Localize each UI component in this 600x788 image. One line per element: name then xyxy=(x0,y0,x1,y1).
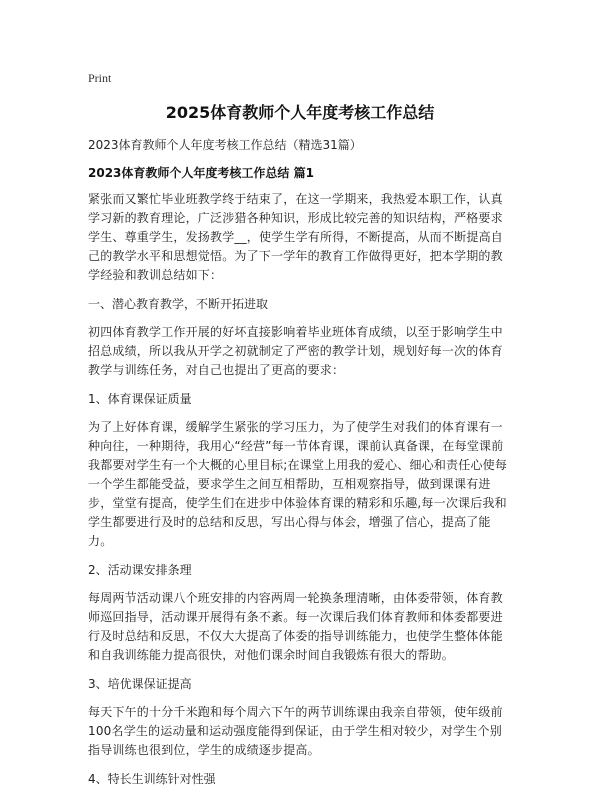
paragraph-activity-class: 每周两节活动课八个班安排的内容两周一轮换条理清晰，由体委带领，体育教师巡回指导，活动课开展得有条不紊。每一次课后我们体育教师和体委都要进行及时总结和反思，不仅大大提高了体委的指导训练能力，也使学生整体体能和自我训练能力提高很快，对他们课余时间自我锻炼有很大的帮助。 xyxy=(88,591,503,662)
document-subtitle: 2023体育教师个人年度考核工作总结（精选31篇） xyxy=(88,138,362,152)
paragraph-advanced-class: 每天下午的十分千米跑和每个周六下午的两节训练课由我亲自带领，使年级前100名学生的运动量和运动强度能得到保证，由于学生相对较少，对学生个别指导训练也很到位，学生的成绩逐步提高。 xyxy=(88,705,503,757)
section-title: 2023体育教师个人年度考核工作总结 篇1 xyxy=(88,166,314,180)
paragraph-section-1: 初四体育教学工作开展的好坏直接影响着毕业班体育成绩，以至于影响学生中招总成绩，所以我从开学之初就制定了严密的教学计划，规划好每一次的体育教学与训练任务，对自己也提出了更高的要求： xyxy=(88,325,503,377)
heading-activity-class: 2、活动课安排条理 xyxy=(88,563,192,577)
document-title: 2025体育教师个人年度考核工作总结 xyxy=(165,103,435,122)
heading-section-1: 一、潜心教育教学，不断开拓进取 xyxy=(88,297,269,311)
heading-specialty-training: 4、特长生训练针对性强 xyxy=(88,772,216,786)
paragraph-intro: 紧张而又繁忙毕业班教学终于结束了，在这一学期来，我热爱本职工作，认真学习新的教育理论，广泛涉猎各种知识，形成比较完善的知识结构，严格要求学生、尊重学生，发扬教学__，使学生学有所得，不断提高，从而不断提高自己的教学水平和思想觉悟。为了下一学年的教育工作做得更好，把本学期的教学经验和教训总结如下： xyxy=(88,192,504,282)
heading-pe-class: 1、体育课保证质量 xyxy=(88,392,192,406)
heading-advanced-class: 3、培优课保证提高 xyxy=(88,677,192,691)
print-label[interactable]: Print xyxy=(88,71,112,85)
paragraph-pe-class: 为了上好体育课，缓解学生紧张的学习压力，为了使学生对我们的体育课有一种向往，一种期待，我用心“经营”每一节体育课，课前认真备课，在每堂课前我都要对学生有一个大概的心里目标;在课堂上用我的爱心、细心和责任心使每一个学生都能受益，要求学生之间互相帮助，互相观察指导，做到课课有进步，堂堂有提高，使学生们在进步中体验体育课的精彩和乐趣,每一次课后我和学生都要进行及时的总结和反思，写出心得与体会，增强了信心，提高了能力。 xyxy=(88,420,508,548)
